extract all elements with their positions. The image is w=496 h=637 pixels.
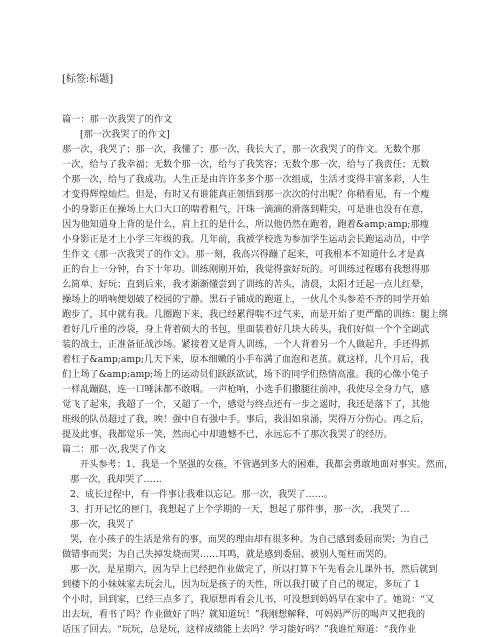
text-line: 生作文《那一次我哭了的作文》。那一刻，我高兴得蹦了起来，可我根本不知道什么才是真 [62, 249, 425, 260]
text-line: 提及此事，我都觉乐一笑，然而心中却遗憾不已，永远忘不了那次我哭了的经历。 [62, 429, 393, 440]
text-line: 着杠子&amp;amp;几天下来，原本细嫩的小手布满了血泡和老茧。就这样，几个月后，我 [62, 354, 429, 365]
text-line: 正的台上一分钟，台下十年功。训练刚刚开始，我觉得蛮好玩的。可训练过程哪有我想得那 [62, 264, 430, 275]
text-line: 话压了回去。“玩玩，总是玩，这样成绩能上去吗？学习能好吗？”我谁忙辩道：“我作业 [62, 624, 417, 635]
text-line: 装的战士，正准备征战沙场。紧接着又是背人训练，一个人背着另一个人做起升，手还得抓 [62, 339, 430, 350]
text-line: 那一次，我却哭了…… [70, 474, 162, 485]
text-line: 哭，在小孩子的生活是常有的事，而哭的理由却有很多种。为自己感到委屈而哭；为自己 [70, 534, 429, 545]
text-line: 一次，给与了我幸福；无数个那一次，给与了我笑容；无数个那一次，给与了我责任；无数 [62, 159, 430, 170]
text-line: 们上场了&amp;amp;场上的运动员们跃跃欲试，场下的同学们热情高涨。我的心像小兔子 [62, 369, 429, 380]
text-line: [那一次我哭了的作文] [80, 129, 170, 140]
text-line: 那一次，我哭了；那一次，我懂了；那一次，我长大了，那一次我哭了的作文。无数个那 [62, 144, 421, 155]
text-line: 那一次，是星期六，因为早上已经把作业做完了，所以打算下午先看会儿课外书，然后就到 [70, 564, 438, 575]
text-line: 一样乱蹦跶，连一口唾沫都不敢咽。一声枪响，小选手们撒腿往前冲，我使尽全身力气，感 [62, 384, 430, 395]
text-line: 开头参考：1、我是一个坚强的女孩，不管遇到多大的困难，我都会勇敢地面对事实。然而， [80, 459, 454, 470]
text-line: 2、成长过程中，有一件事让我难以忘记。那一次，我哭了……。 [70, 489, 334, 500]
text-line: 做错事而哭；为自己失掉发烧而哭……耳鸣，就是感到委屈、被别人冤枉而哭的。 [62, 549, 393, 560]
text-line: 才变得辉煌灿烂。但是，有时又有谁能真正领悟到那一次次的付出呢？你稍看见，有一个瘦 [62, 189, 430, 200]
tag-line: [标签:标题] [62, 74, 114, 85]
text-line: 那一次，我哭了 [70, 519, 135, 530]
text-line: 班级的队员超过了我，唉！强中自有强中手。事后，我泪如泉涌，哭得万分伤心。再之后， [62, 414, 430, 425]
document-body [62, 112, 454, 637]
text-line: 到楼下的小妹妹家去玩会儿，因为玩是孩子的天性，所以我打破了自己的规定，多玩了 1 [62, 579, 420, 590]
text-line: 3、打开记忆的匣门，我想起了上个学期的一天，想起了那件事，那一次，.我哭了… [70, 504, 410, 515]
text-line: 着好几斤重的沙袋，身上背着硕大的书包，里面装着好几块大砖头，我们好似一个个全副武 [62, 324, 430, 335]
text-line: 么简单、好玩；直到后来，我才渐渐懂尝到了训练的苦头，清晨，太阳才迁起一点儿红晕， [62, 279, 430, 290]
text-line: 出去玩，看书了吗？作业做好了吗？就知道玩！”我刚想解释，可妈妈严厉的喝声又把我的 [62, 609, 426, 620]
text-line: 篇一：那一次我哭了的作文 [62, 114, 173, 125]
text-line: 个小时，回到家，已经三点多了，我原想再看会儿书，可没想到妈妈早在家中了。她说：“又 [62, 594, 435, 605]
text-line: 个那一次，给与了我成功。人生正是由许许多多个那一次组成，生活才变得丰富多彩，人生 [62, 174, 430, 185]
text-line: 因为他知道身上背的是什么，肩上扛的是什么，所以他仍然在跑着，跑着&amp;amp;那瘦 [62, 219, 429, 230]
text-line: 小身影正是才上小学三年级的我。几年前，我被学校选为参加学生运动会长跑运动员，中学 [62, 234, 430, 245]
text-line: 操场上的哨响便划破了校园的宁静。黑石子铺成的跑道上，一伙儿个头参差不齐的同学开始 [62, 294, 430, 305]
text-line: 觉飞了起来，我超了一个，又超了一个，感觉与终点还有一步之遥时，我还是落下了，其他 [62, 399, 430, 410]
text-line: 篇二：那一次,我哭了作文 [62, 444, 166, 455]
text-line: 小的身影正在操场上大口大口的喘着粗气，汗珠一滴滴的滑落到鞋尖，可是谁也没有在意， [62, 204, 430, 215]
text-line: 跑步了，其中就有我。几圈跑下来，我已经累得喘不过气来，而是开始了更严酷的训练：腿上绑 [62, 309, 448, 320]
